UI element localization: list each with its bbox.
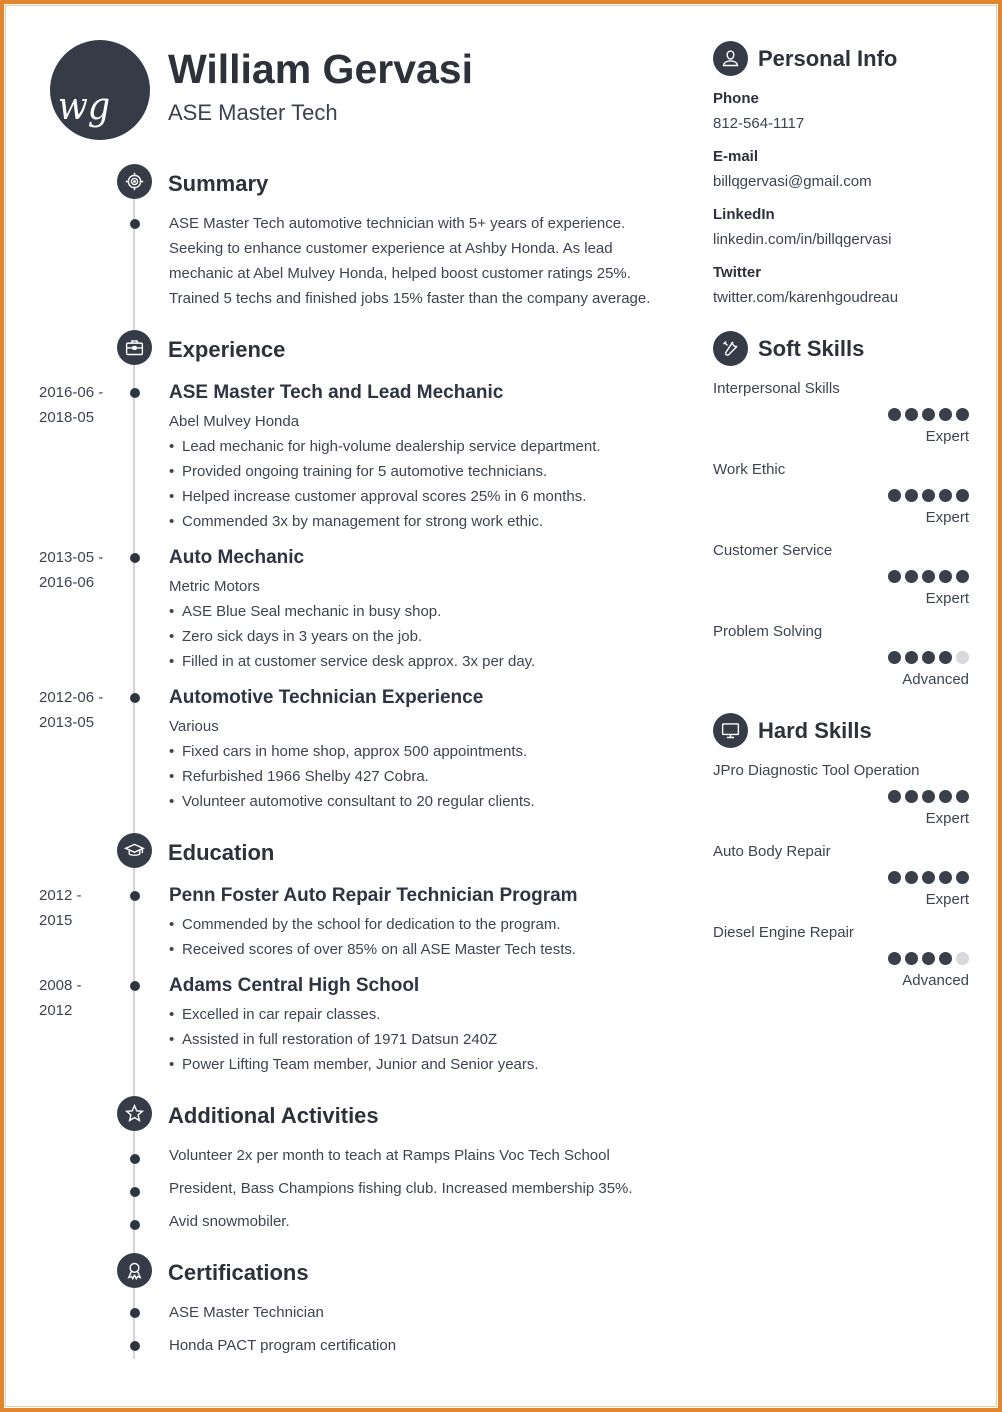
list-item: • Fixed cars in home shop, approx 500 appointments. <box>169 739 535 764</box>
timeline-dot <box>130 1220 140 1230</box>
rating-dot-filled <box>956 790 969 803</box>
rating-dot-filled <box>956 408 969 421</box>
list-item: • Filled in at customer service desk approx. 3x per day. <box>169 649 535 674</box>
phone-label: Phone <box>713 90 759 107</box>
activities-heading: Additional Activities <box>168 1103 379 1128</box>
company-name: Various <box>169 718 219 735</box>
activity-item: President, Bass Champions fishing club. Increased membership 35%. <box>169 1180 633 1197</box>
date-end: 2016-06 <box>39 574 95 591</box>
summary-line: Seeking to enhance customer experience at Ashby Honda. As lead <box>169 240 613 257</box>
skill-name: Auto Body Repair <box>713 843 831 860</box>
rating-dot-filled <box>888 408 901 421</box>
date-start: 2008 - <box>39 977 82 994</box>
rating-dot-filled <box>922 570 935 583</box>
skill-name: Diesel Engine Repair <box>713 924 854 941</box>
company-name: Abel Mulvey Honda <box>169 413 300 430</box>
rating-dot-filled <box>939 408 952 421</box>
date-end: 2015 <box>39 912 73 929</box>
rating-dot-filled <box>905 408 918 421</box>
candidate-title: ASE Master Tech <box>168 100 338 125</box>
skill-rating <box>888 651 969 664</box>
rating-dot-filled <box>939 570 952 583</box>
education-heading: Education <box>168 840 275 865</box>
education-bullets <box>169 1002 539 1077</box>
certifications-heading: Certifications <box>168 1260 309 1285</box>
experience-date <box>39 380 103 430</box>
skill-name: Interpersonal Skills <box>713 380 840 397</box>
list-item: • Helped increase customer approval scores 25% in 6 months. <box>169 484 601 509</box>
tools-icon <box>713 331 748 366</box>
list-item: • Provided ongoing training for 5 automotive technicians. <box>169 459 601 484</box>
twitter-label: Twitter <box>713 264 762 281</box>
linkedin-value[interactable]: linkedin.com/in/billqgervasi <box>713 231 892 248</box>
experience-date <box>39 545 103 595</box>
personal-info-heading: Personal Info <box>758 46 898 71</box>
rating-dot-filled <box>922 790 935 803</box>
timeline-dot <box>130 219 140 229</box>
list-item: • Excelled in car repair classes. <box>169 1002 539 1027</box>
rating-dot-filled <box>905 651 918 664</box>
star-icon <box>117 1096 152 1131</box>
skill-name: Problem Solving <box>713 623 823 640</box>
skill-level: Expert <box>925 509 969 526</box>
list-item: • Received scores of over 85% on all ASE Master Tech tests. <box>169 937 576 962</box>
date-start: 2016-06 - <box>39 384 104 401</box>
rating-dot-filled <box>905 952 918 965</box>
avatar <box>50 40 150 140</box>
rating-dot-empty <box>956 651 969 664</box>
timeline-dot <box>130 891 140 901</box>
timeline-dot <box>130 553 140 563</box>
school-name: Adams Central High School <box>169 975 420 996</box>
experience-date <box>39 685 103 735</box>
timeline-dot <box>130 388 140 398</box>
list-item: • Volunteer automotive consultant to 20 regular clients. <box>169 789 535 814</box>
job-bullets <box>169 599 535 674</box>
timeline-dot <box>130 1341 140 1351</box>
date-end: 2013-05 <box>39 714 95 731</box>
phone-value[interactable]: 812-564-1117 <box>713 115 805 132</box>
skill-rating <box>888 952 969 965</box>
skill-rating <box>888 408 969 421</box>
skill-name: Customer Service <box>713 542 833 559</box>
job-title: Auto Mechanic <box>169 547 305 568</box>
certification-item: ASE Master Technician <box>169 1304 324 1321</box>
skill-level: Expert <box>925 428 969 445</box>
email-value[interactable]: billqgervasi@gmail.com <box>713 173 872 190</box>
job-bullets <box>169 739 535 814</box>
rating-dot-filled <box>922 871 935 884</box>
timeline-line <box>133 194 135 1359</box>
skill-rating <box>888 489 969 502</box>
skill-rating <box>888 570 969 583</box>
experience-heading: Experience <box>168 337 286 362</box>
rating-dot-filled <box>905 790 918 803</box>
skill-level: Advanced <box>902 671 969 688</box>
rating-dot-filled <box>905 489 918 502</box>
rating-dot-filled <box>939 489 952 502</box>
job-title: ASE Master Tech and Lead Mechanic <box>169 382 504 403</box>
monitor-icon <box>713 713 748 748</box>
timeline-dot <box>130 1308 140 1318</box>
job-title: Automotive Technician Experience <box>169 687 484 708</box>
rating-dot-filled <box>905 570 918 583</box>
education-date <box>39 973 82 1023</box>
education-bullets <box>169 912 576 962</box>
twitter-value[interactable]: twitter.com/karenhgoudreau <box>713 289 899 306</box>
rating-dot-filled <box>922 408 935 421</box>
summary-text <box>169 211 669 311</box>
school-name: Penn Foster Auto Repair Technician Program <box>169 885 578 906</box>
list-item: • Zero sick days in 3 years on the job. <box>169 624 535 649</box>
summary-line: Trained 5 techs and finished jobs 15% faster than the company average. <box>169 290 651 307</box>
skill-rating <box>888 871 969 884</box>
skill-name: Work Ethic <box>713 461 786 478</box>
list-item: • ASE Blue Seal mechanic in busy shop. <box>169 599 535 624</box>
timeline-dot <box>130 981 140 991</box>
rating-dot-filled <box>956 570 969 583</box>
rating-dot-filled <box>939 651 952 664</box>
list-item: • Power Lifting Team member, Junior and Senior years. <box>169 1052 539 1077</box>
date-end: 2018-05 <box>39 409 95 426</box>
skill-name: JPro Diagnostic Tool Operation <box>713 762 920 779</box>
rating-dot-filled <box>888 570 901 583</box>
certification-item: Honda PACT program certification <box>169 1337 397 1354</box>
date-start: 2012 - <box>39 887 82 904</box>
rating-dot-filled <box>956 489 969 502</box>
skill-rating <box>888 790 969 803</box>
list-item: • Lead mechanic for high-volume dealership service department. <box>169 434 601 459</box>
summary-heading: Summary <box>168 171 269 196</box>
hard-skills-heading: Hard Skills <box>758 718 872 743</box>
summary-line: ASE Master Tech automotive technician with 5+ years of experience. <box>169 215 626 232</box>
person-icon <box>713 41 748 76</box>
company-name: Metric Motors <box>169 578 260 595</box>
list-item: • Commended 3x by management for strong work ethic. <box>169 509 601 534</box>
activity-item: Avid snowmobiler. <box>169 1213 290 1230</box>
rating-dot-filled <box>922 651 935 664</box>
skill-level: Advanced <box>902 972 969 989</box>
award-ribbon-icon <box>117 1253 152 1288</box>
summary-line: mechanic at Abel Mulvey Honda, helped boost customer ratings 25%. <box>169 265 631 282</box>
rating-dot-filled <box>939 871 952 884</box>
rating-dot-filled <box>888 651 901 664</box>
timeline-dot <box>130 1187 140 1197</box>
candidate-name: William Gervasi <box>168 46 473 92</box>
rating-dot-filled <box>939 952 952 965</box>
rating-dot-filled <box>888 952 901 965</box>
list-item: • Refurbished 1966 Shelby 427 Cobra. <box>169 764 535 789</box>
rating-dot-filled <box>939 790 952 803</box>
email-label: E-mail <box>713 148 759 165</box>
education-date <box>39 883 82 933</box>
list-item: • Commended by the school for dedication to the program. <box>169 912 576 937</box>
soft-skills-heading: Soft Skills <box>758 336 865 361</box>
list-item: • Assisted in full restoration of 1971 Datsun 240Z <box>169 1027 539 1052</box>
linkedin-label: LinkedIn <box>713 206 775 223</box>
timeline-dot <box>130 693 140 703</box>
rating-dot-empty <box>956 952 969 965</box>
date-start: 2012-06 - <box>39 689 104 706</box>
rating-dot-filled <box>888 871 901 884</box>
briefcase-icon <box>117 330 152 365</box>
skill-level: Expert <box>925 891 969 908</box>
rating-dot-filled <box>956 871 969 884</box>
skill-level: Expert <box>925 810 969 827</box>
rating-dot-filled <box>922 489 935 502</box>
job-bullets <box>169 434 601 534</box>
rating-dot-filled <box>922 952 935 965</box>
rating-dot-filled <box>905 871 918 884</box>
target-icon <box>117 164 152 199</box>
date-start: 2013-05 - <box>39 549 104 566</box>
rating-dot-filled <box>888 489 901 502</box>
activity-item: Volunteer 2x per month to teach at Ramps Plains Voc Tech School <box>169 1147 610 1164</box>
skill-level: Expert <box>925 590 969 607</box>
rating-dot-filled <box>888 790 901 803</box>
graduation-cap-icon <box>117 833 152 868</box>
timeline-dot <box>130 1154 140 1164</box>
date-end: 2012 <box>39 1002 73 1019</box>
avatar-initials: wg <box>57 84 111 128</box>
